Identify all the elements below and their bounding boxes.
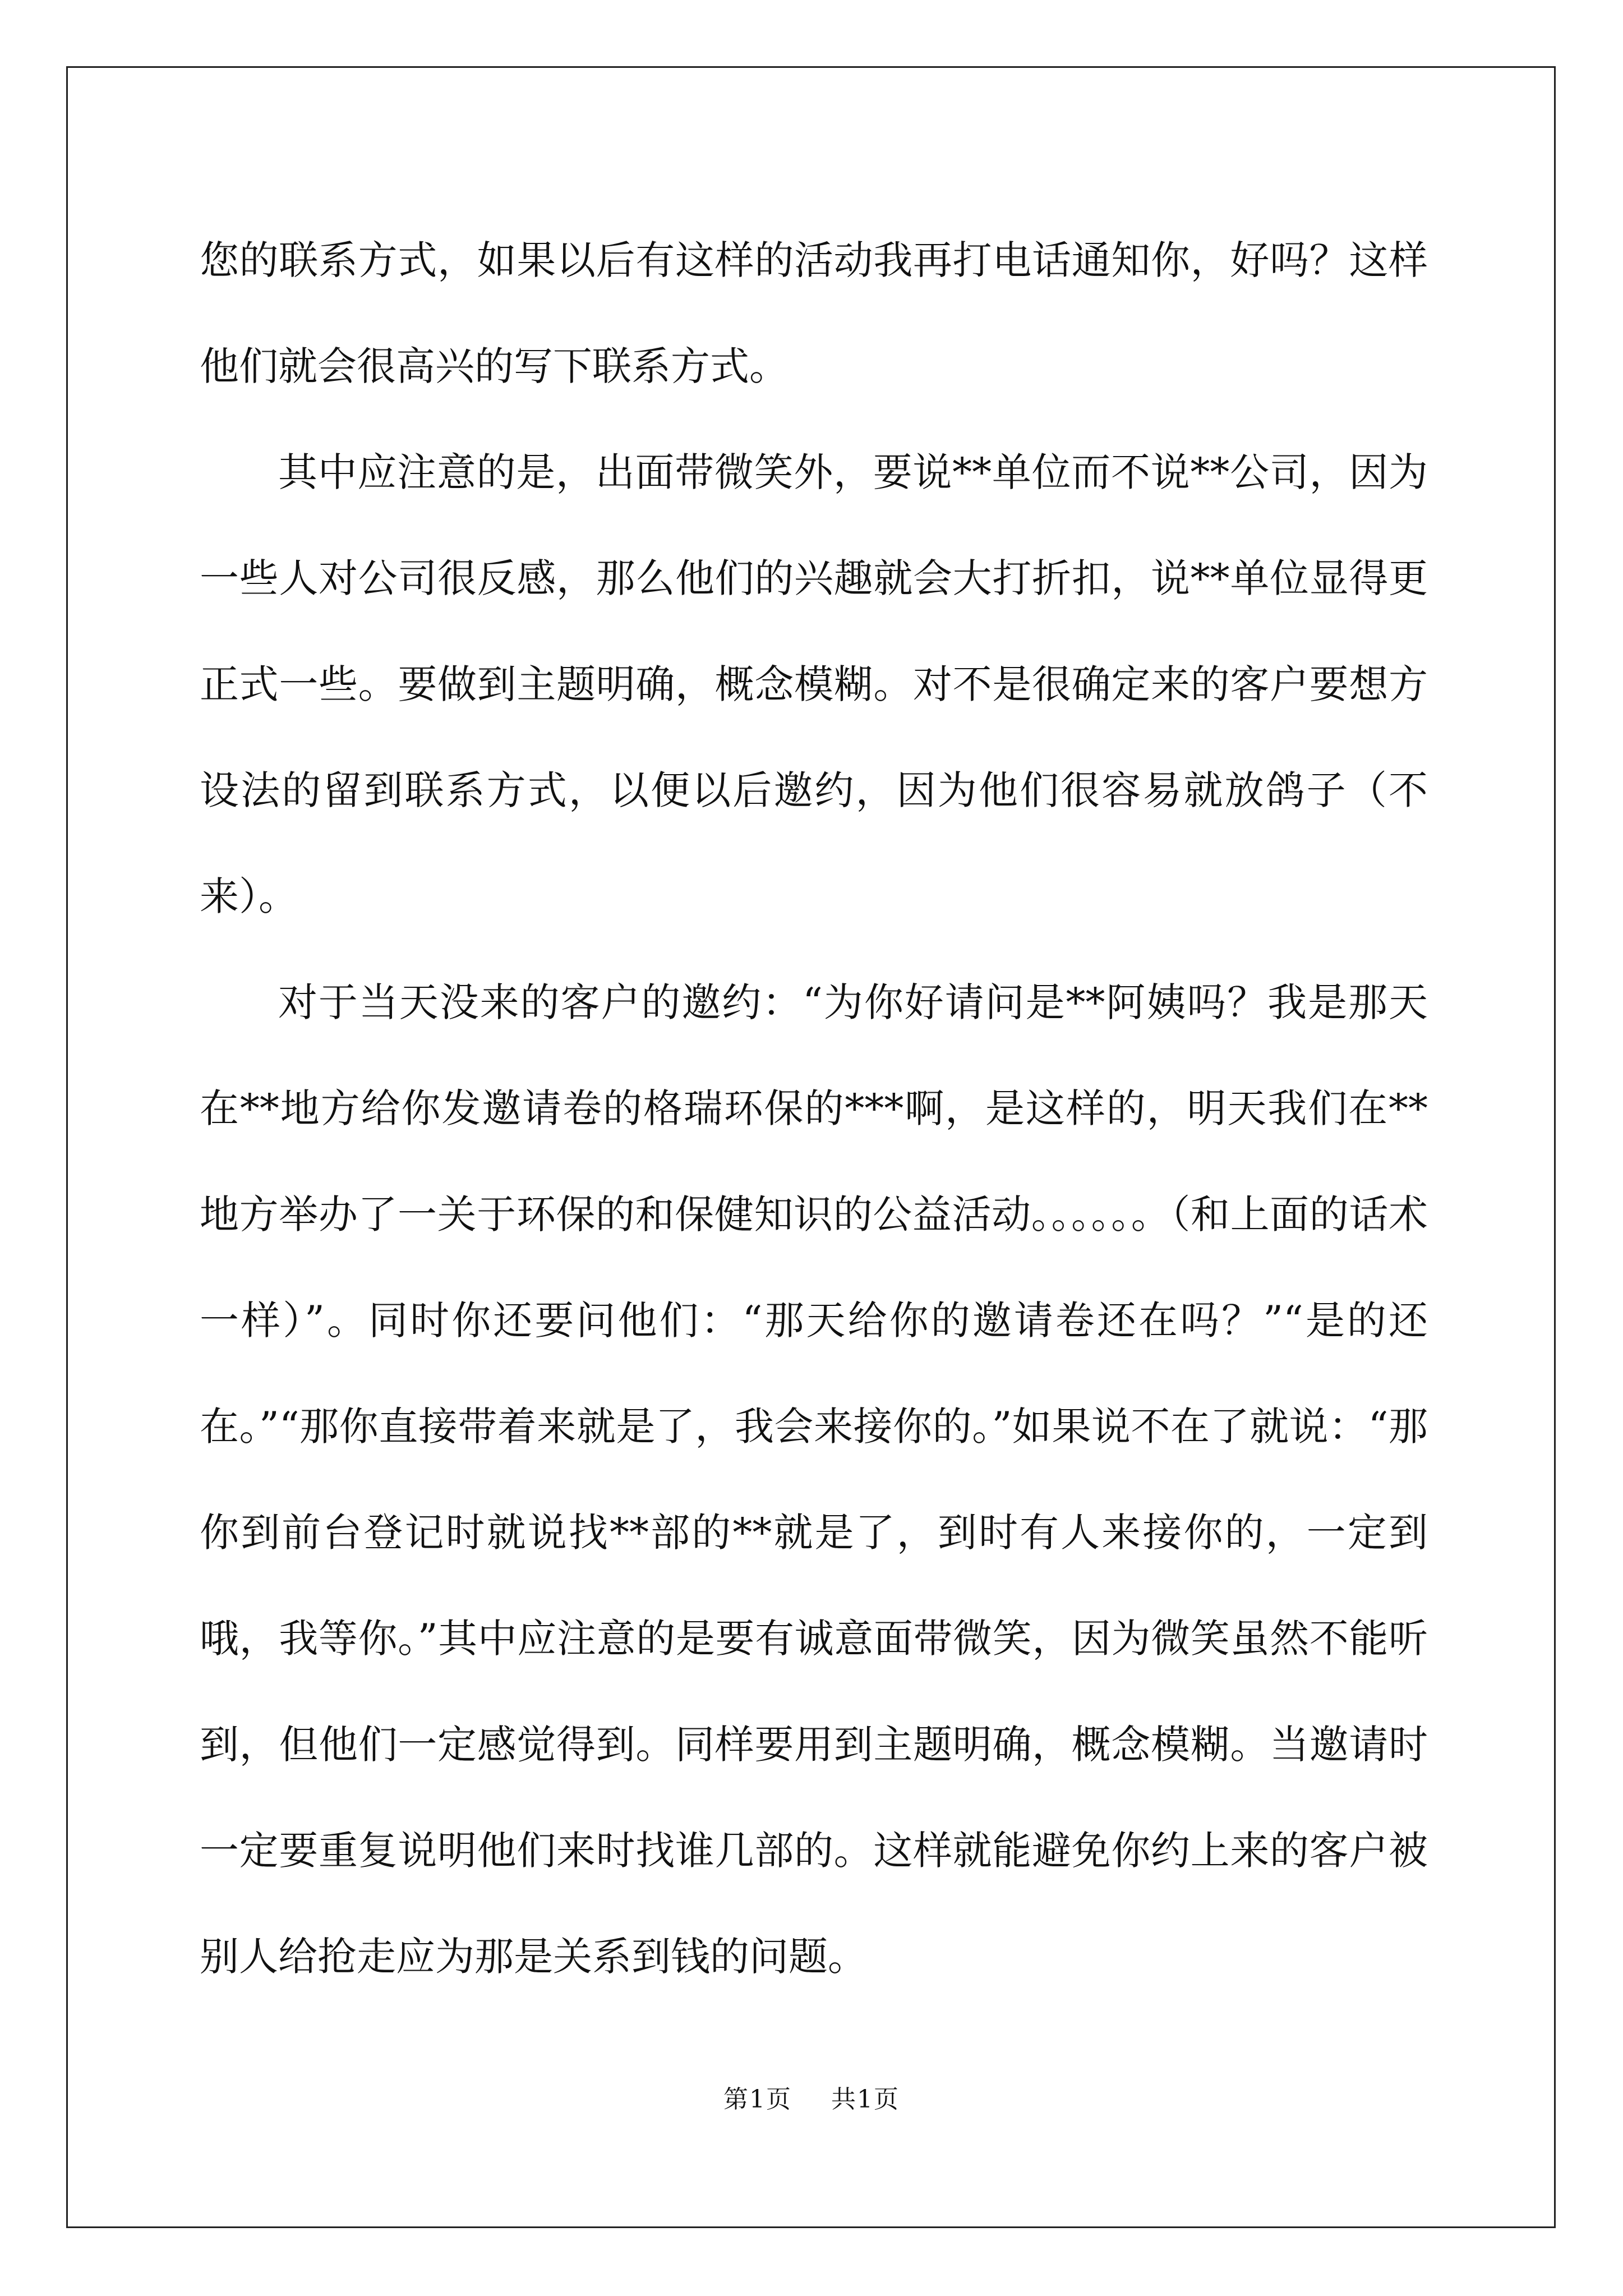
- paragraph-1: 您的联系方式，如果以后有这样的活动我再打电话通知你，好吗？这样他们就会很高兴的写下联系方式。: [200, 237, 1428, 389]
- paragraph-2: 其中应注意的是，出面带微笑外，要说**单位而不说**公司，因为一些人对公司很反感，那么他们的兴趣就会大打折扣，说**单位显得更正式一些。要做到主题明确，概念模糊。对不是很确定来的客户要想方设法的留到联系方式，以便以后邀约，因为他们很容易就放鸽子（不来）。: [200, 449, 1428, 919]
- paragraph-3: 对于当天没来的客户的邀约：“为你好请问是**阿姨吗？我是那天在**地方给你发邀请卷的格瑞环保的***啊，是这样的，明天我们在**地方举办了一关于环保的和保健知识的公益活动。。。。。。（和上面的话术一样）”。同时你还要问他们：“那天给你的邀请卷还在吗？”“是的还在。”“那你直接带着来就是了，我会来接你的。”如果说不在了就说：“那你到前台登记时就说找**部的**就是了，到时有人来接你的，一定到哦，我等你。”其中应注意的是要有诚意面带微笑，因为微笑虽然不能听到，但他们一定感觉得到。同样要用到主题明确，概念模糊。当邀请时一定要重复说明他们来时找谁几部的。这样就能避免你约上来的客户被别人给抢走应为那是关系到钱的问题。: [200, 979, 1428, 1980]
- page-total: 共1页: [831, 2085, 900, 2114]
- document-body: [200, 208, 1428, 2010]
- page-footer: [0, 2083, 1623, 2116]
- page-number: 第1页: [723, 2085, 792, 2114]
